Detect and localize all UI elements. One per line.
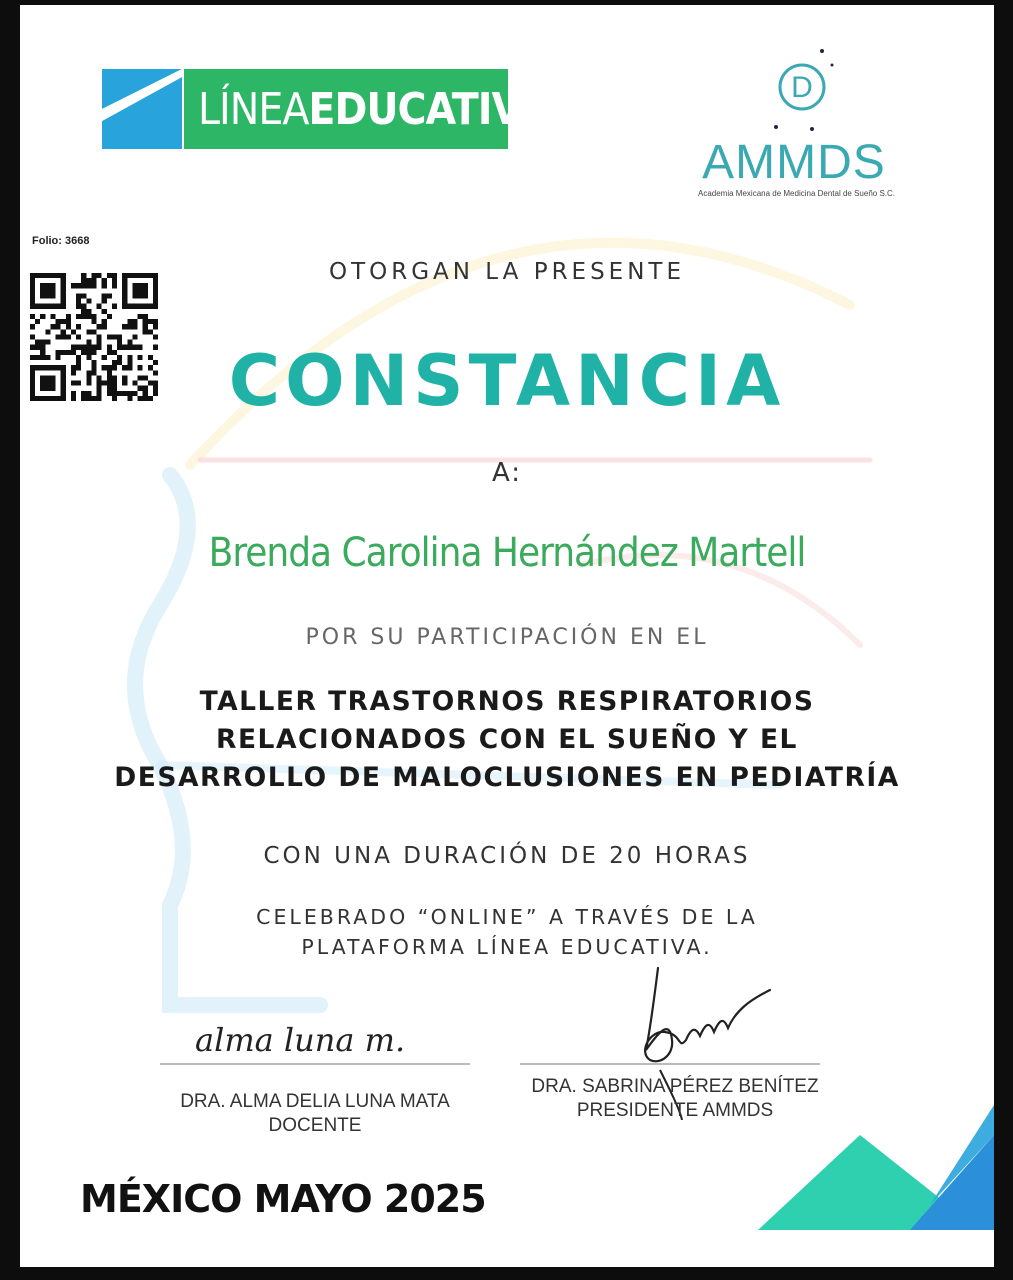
celebrated-text <box>20 902 994 962</box>
course-title-line: DESARROLLO DE MALOCLUSIONES EN PEDIATRÍA <box>114 762 900 793</box>
certificate-sheet <box>20 5 994 1267</box>
linea-educativa-logo <box>102 67 548 151</box>
course-title <box>20 683 994 797</box>
signer-name: DRA. SABRINA PÉREZ BENÍTEZ <box>531 1076 819 1097</box>
signer-name: DRA. ALMA DELIA LUNA MATA <box>180 1091 450 1112</box>
participation-line: POR SU PARTICIPACIÓN EN EL <box>305 625 709 650</box>
ammds-subtitle: Academia Mexicana de Medicina Dental de Sueño S.C. <box>698 189 895 198</box>
svg-text:D: D <box>791 71 813 104</box>
corner-triangles-decoration <box>740 1105 994 1267</box>
course-title-line: TALLER TRASTORNOS RESPIRATORIOS <box>199 686 815 717</box>
awarding-line: OTORGAN LA PRESENTE <box>329 259 685 285</box>
signature-docente: alma luna m. <box>195 1021 406 1059</box>
moon-tooth-icon <box>752 39 842 135</box>
celebrated-line: CELEBRADO “ONLINE” A TRAVÉS DE LA <box>256 905 758 929</box>
folio-number: Folio: 3668 <box>32 235 90 247</box>
signer-role: DOCENTE <box>268 1115 362 1136</box>
certificate-title: CONSTANCIA <box>228 340 786 422</box>
ammds-logo <box>684 39 914 209</box>
ammds-name: AMMDS <box>702 136 886 189</box>
signature-line <box>160 1063 470 1065</box>
course-title-line: RELACIONADOS CON EL SUEÑO Y EL <box>216 724 798 755</box>
recipient-name: Brenda Carolina Hernández Martell <box>208 530 806 576</box>
signature-line <box>520 1063 820 1065</box>
linea-educativa-mark-icon <box>102 69 182 149</box>
recipient-prefix: A: <box>491 458 523 488</box>
signer-docente <box>140 1090 490 1138</box>
celebrated-line: PLATAFORMA LÍNEA EDUCATIVA. <box>301 935 713 959</box>
duration-line: CON UNA DURACIÓN DE 20 HORAS <box>263 843 751 869</box>
signer-role: PRESIDENTE AMMDS <box>576 1100 774 1121</box>
linea-educativa-wordmark: LÍNEA EDUCATIVA <box>184 69 508 149</box>
place-date: MÉXICO MAYO 2025 <box>80 1177 486 1221</box>
